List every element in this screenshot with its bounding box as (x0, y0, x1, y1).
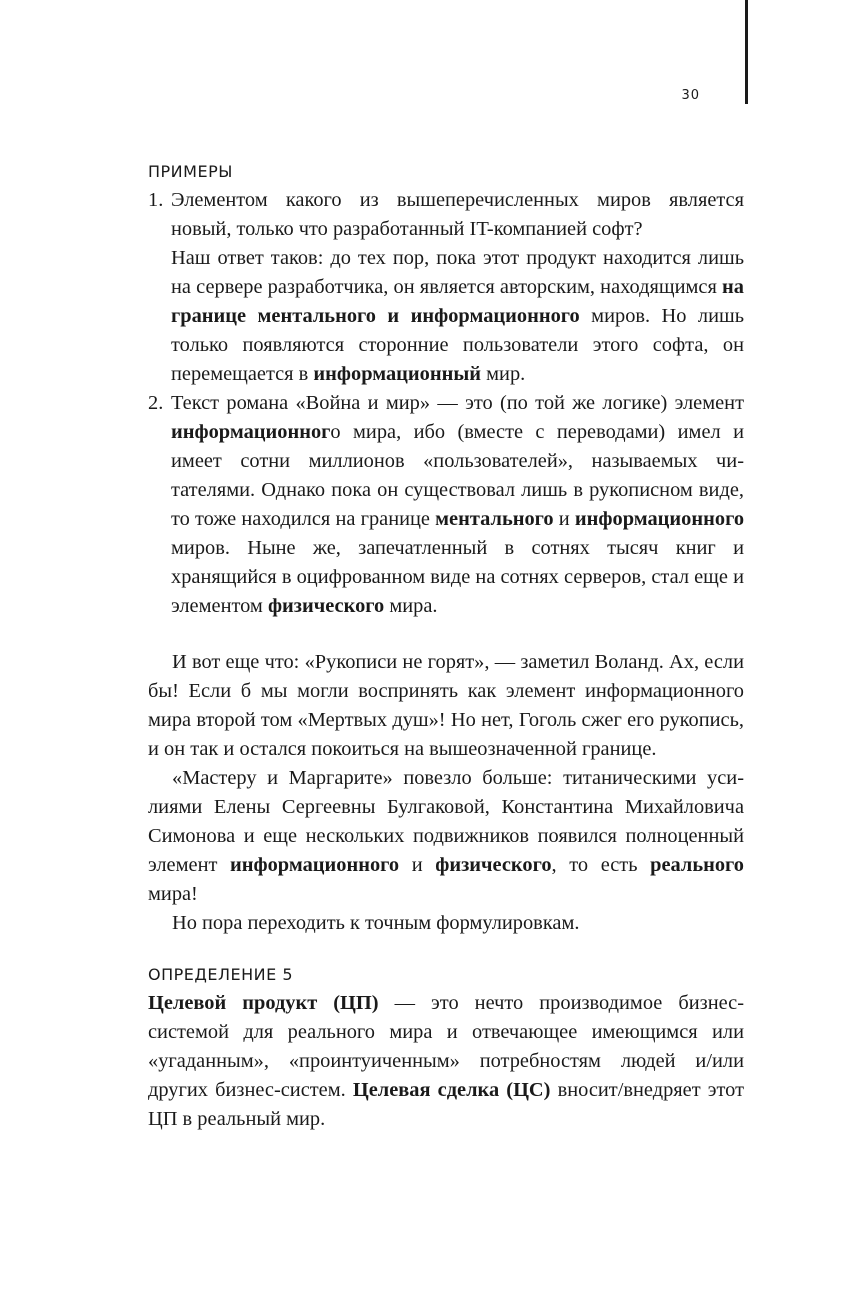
definition-text: Целевой продукт (ЦП) — это нечто производимое бизнес-системой для реального мира и отвечающее имеющимся или «угаданным», «проинтуиченным» потребностям людей и/или других бизнес-систем. Целевая сделка (ЦС) вносит/внедряет этот ЦП в реальный мир. (148, 992, 745, 1130)
page-edge-rule (745, 0, 748, 104)
page-number: 30 (681, 88, 700, 103)
example-item-1 (148, 186, 744, 389)
definition-heading: ОПРЕДЕЛЕНИЕ 5 (148, 965, 294, 984)
bold-term: информационного (574, 508, 745, 530)
example-1-question: Элементом какого из вышеперечисленных миров является новый, только что разработанный IT-компанией софт? (171, 189, 744, 240)
bold-term: реального (650, 854, 745, 876)
bold-term: информационный (313, 363, 482, 385)
bold-term: информационного (230, 854, 400, 876)
example-2-text: Текст романа «Война и мир» — это (по той же логике) элемент информационного мира, ибо (вместе с переводами) имел и имеет сотни миллионов «пользователей», называемых читателями. Однако пока он существовал лишь в рукописном виде, то тоже находился на границе ментального и информационного миров. Ныне же, запечатленный в сотнях тысяч книг и хранящийся в оцифрованном виде на сотнях серверов, стал еще и элементом физического мира. (171, 392, 745, 617)
bold-term: Целевая сделка (ЦС) (352, 1079, 551, 1101)
example-number-2: 2. (148, 392, 164, 414)
bold-term: физического (435, 854, 552, 876)
page-content (148, 158, 744, 1134)
bold-term: физического (267, 595, 385, 617)
body-text (148, 648, 744, 938)
paragraph-1: И вот еще что: «Рукописи не горят», — заметил Воланд. Ах, если бы! Если б мы могли воспринять как элемент информационного мира второй том «Мертвых душ»! Но нет, Гоголь сжег его рукопись, и он так и остался покоиться на вышеозначенной границе. (148, 651, 744, 760)
bold-term: информационног (171, 421, 331, 443)
paragraph-3: Но пора переходить к точным формулировкам. (172, 912, 580, 934)
bold-term: на границе ментального и информационного (171, 276, 744, 327)
example-item-2 (148, 389, 744, 621)
paragraph-2: «Мастеру и Маргарите» повезло больше: титаническими усилиями Елены Сергеевны Булгаковой, Константина Михайловича Симонова и еще нескольких подвижников появился полноценный элемент информационного и физического, то есть реального мира! (148, 767, 745, 905)
examples-heading: ПРИМЕРЫ (148, 162, 233, 181)
example-1-answer: Наш ответ таков: до тех пор, пока этот продукт находится лишь на сервере разработчика, он является авторским, находящимся на границе ментального и информационного миров. Но лишь только появляются сторонние пользователи этого софта, он перемещается в информационный мир. (171, 247, 745, 385)
bold-term: Целевой продукт (ЦП) (148, 992, 379, 1014)
example-number-1: 1. (148, 189, 164, 211)
examples-list (148, 186, 744, 621)
bold-term: ментального (435, 508, 554, 530)
